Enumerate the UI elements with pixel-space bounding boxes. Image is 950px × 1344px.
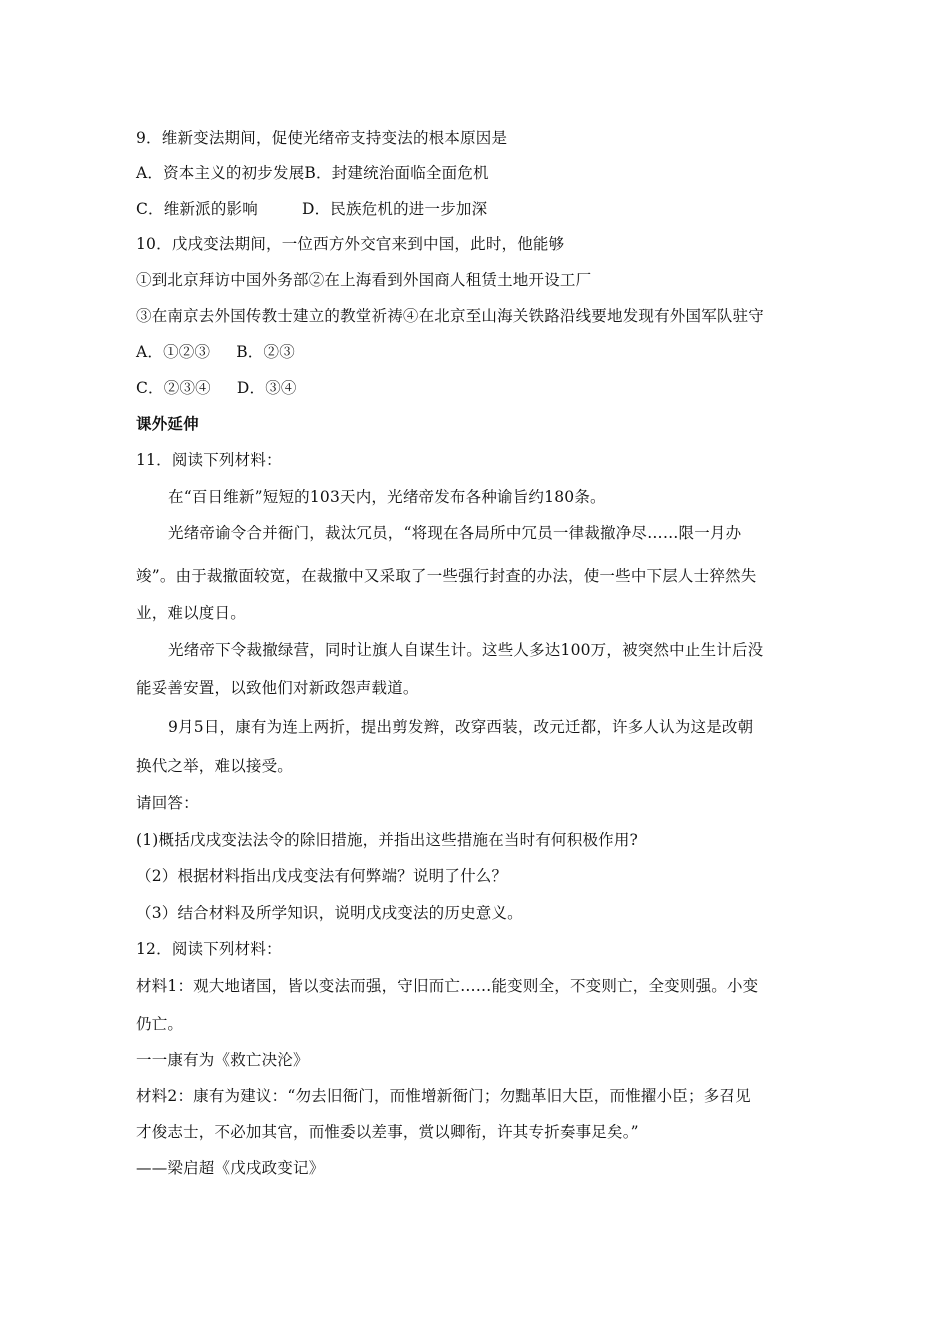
q11-para-3-line-1: 光绪帝下令裁撤绿营，同时让旗人自谋生计。这些人多达100万，被突然中止生计后没 [168, 641, 764, 659]
q10-stem: 10．戊戌变法期间，一位西方外交官来到中国，此时，他能够 [136, 235, 565, 253]
q10-options-cd [136, 378, 297, 398]
q12-material-1-source: 一一康有为《救亡决沦》 [136, 1051, 309, 1069]
q11-sub-3: （3）结合材料及所学知识，说明戊戌变法的历史意义。 [136, 904, 523, 922]
q11-prompt: 请回答： [136, 794, 199, 812]
q10-items-12: ①到北京拜访中国外务部②在上海看到外国商人租赁土地开设工厂 [136, 271, 592, 289]
q10-option-d: D．③④ [236, 379, 297, 397]
q9-stem: 9．维新变法期间，促使光绪帝支持变法的根本原因是 [136, 129, 508, 147]
q10-option-c: C．②③④ [136, 379, 211, 397]
q11-para-2-line-1: 光绪帝谕令合并衙门，裁汰冗员，“将现在各局所中冗员一律裁撤净尽……限一月办 [168, 524, 742, 542]
q11-stem: 11．阅读下列材料： [136, 451, 282, 469]
q9-option-b: B．封建统治面临全面危机 [304, 164, 489, 182]
q10-option-a: A．①②③ [136, 343, 211, 361]
q12-material-2-line-1: 材料2：康有为建议：“勿去旧衙门，而惟增新衙门；勿黜革旧大臣，而惟擢小臣；多召见 [136, 1087, 751, 1105]
q9-option-c: C．维新派的影响 [136, 200, 258, 218]
q11-para-3-line-2: 能妥善安置，以致他们对新政怨声载道。 [136, 679, 419, 697]
q12-material-1-line-1: 材料1：观大地诸国，皆以变法而强，守旧而亡……能变则全，不变则亡，全变则强。小变 [136, 977, 759, 995]
q9-option-a: A．资本主义的初步发展 [136, 164, 305, 182]
q11-para-4-line-1: 9月5日，康有为连上两折，提出剪发辫，改穿西装，改元迁都，许多人认为这是改朝 [168, 718, 754, 736]
q11-sub-2: （2）根据材料指出戊戌变法有何弊端？说明了什么？ [136, 867, 508, 885]
q9-options-ab [136, 163, 489, 183]
q12-stem: 12．阅读下列材料： [136, 940, 282, 958]
q11-para-1: 在“百日维新”短短的103天内，光绪帝发布各种谕旨约180条。 [168, 488, 606, 506]
q11-sub-1: (1)概括戊戌变法法令的除旧措施，并指出这些措施在当时有何积极作用? [136, 831, 639, 849]
q12-material-1-line-2: 仍亡。 [136, 1015, 184, 1033]
q12-material-2-source: ——梁启超《戊戌政变记》 [136, 1159, 325, 1177]
q9-options-cd [136, 199, 487, 219]
q11-para-2-line-3: 业，难以度日。 [136, 604, 246, 622]
q12-material-2-line-2: 才俊志士，不必加其官，而惟委以差事，赏以卿衔，许其专折奏事足矣。” [136, 1123, 639, 1141]
section-title: 课外延伸 [136, 415, 199, 433]
q10-option-b: B．②③ [236, 343, 295, 361]
q11-para-4-line-2: 换代之举，难以接受。 [136, 757, 294, 775]
q10-options-ab [136, 342, 295, 362]
q11-para-2-line-2: 竣”。由于裁撤面较宽，在裁撤中又采取了一些强行封查的办法，使一些中下层人士猝然失 [136, 567, 757, 585]
q9-option-d: D．民族危机的进一步加深 [301, 200, 488, 218]
q10-items-34: ③在南京去外国传教士建立的教堂祈祷④在北京至山海关铁路沿线要地发现有外国军队驻守 [136, 307, 765, 325]
